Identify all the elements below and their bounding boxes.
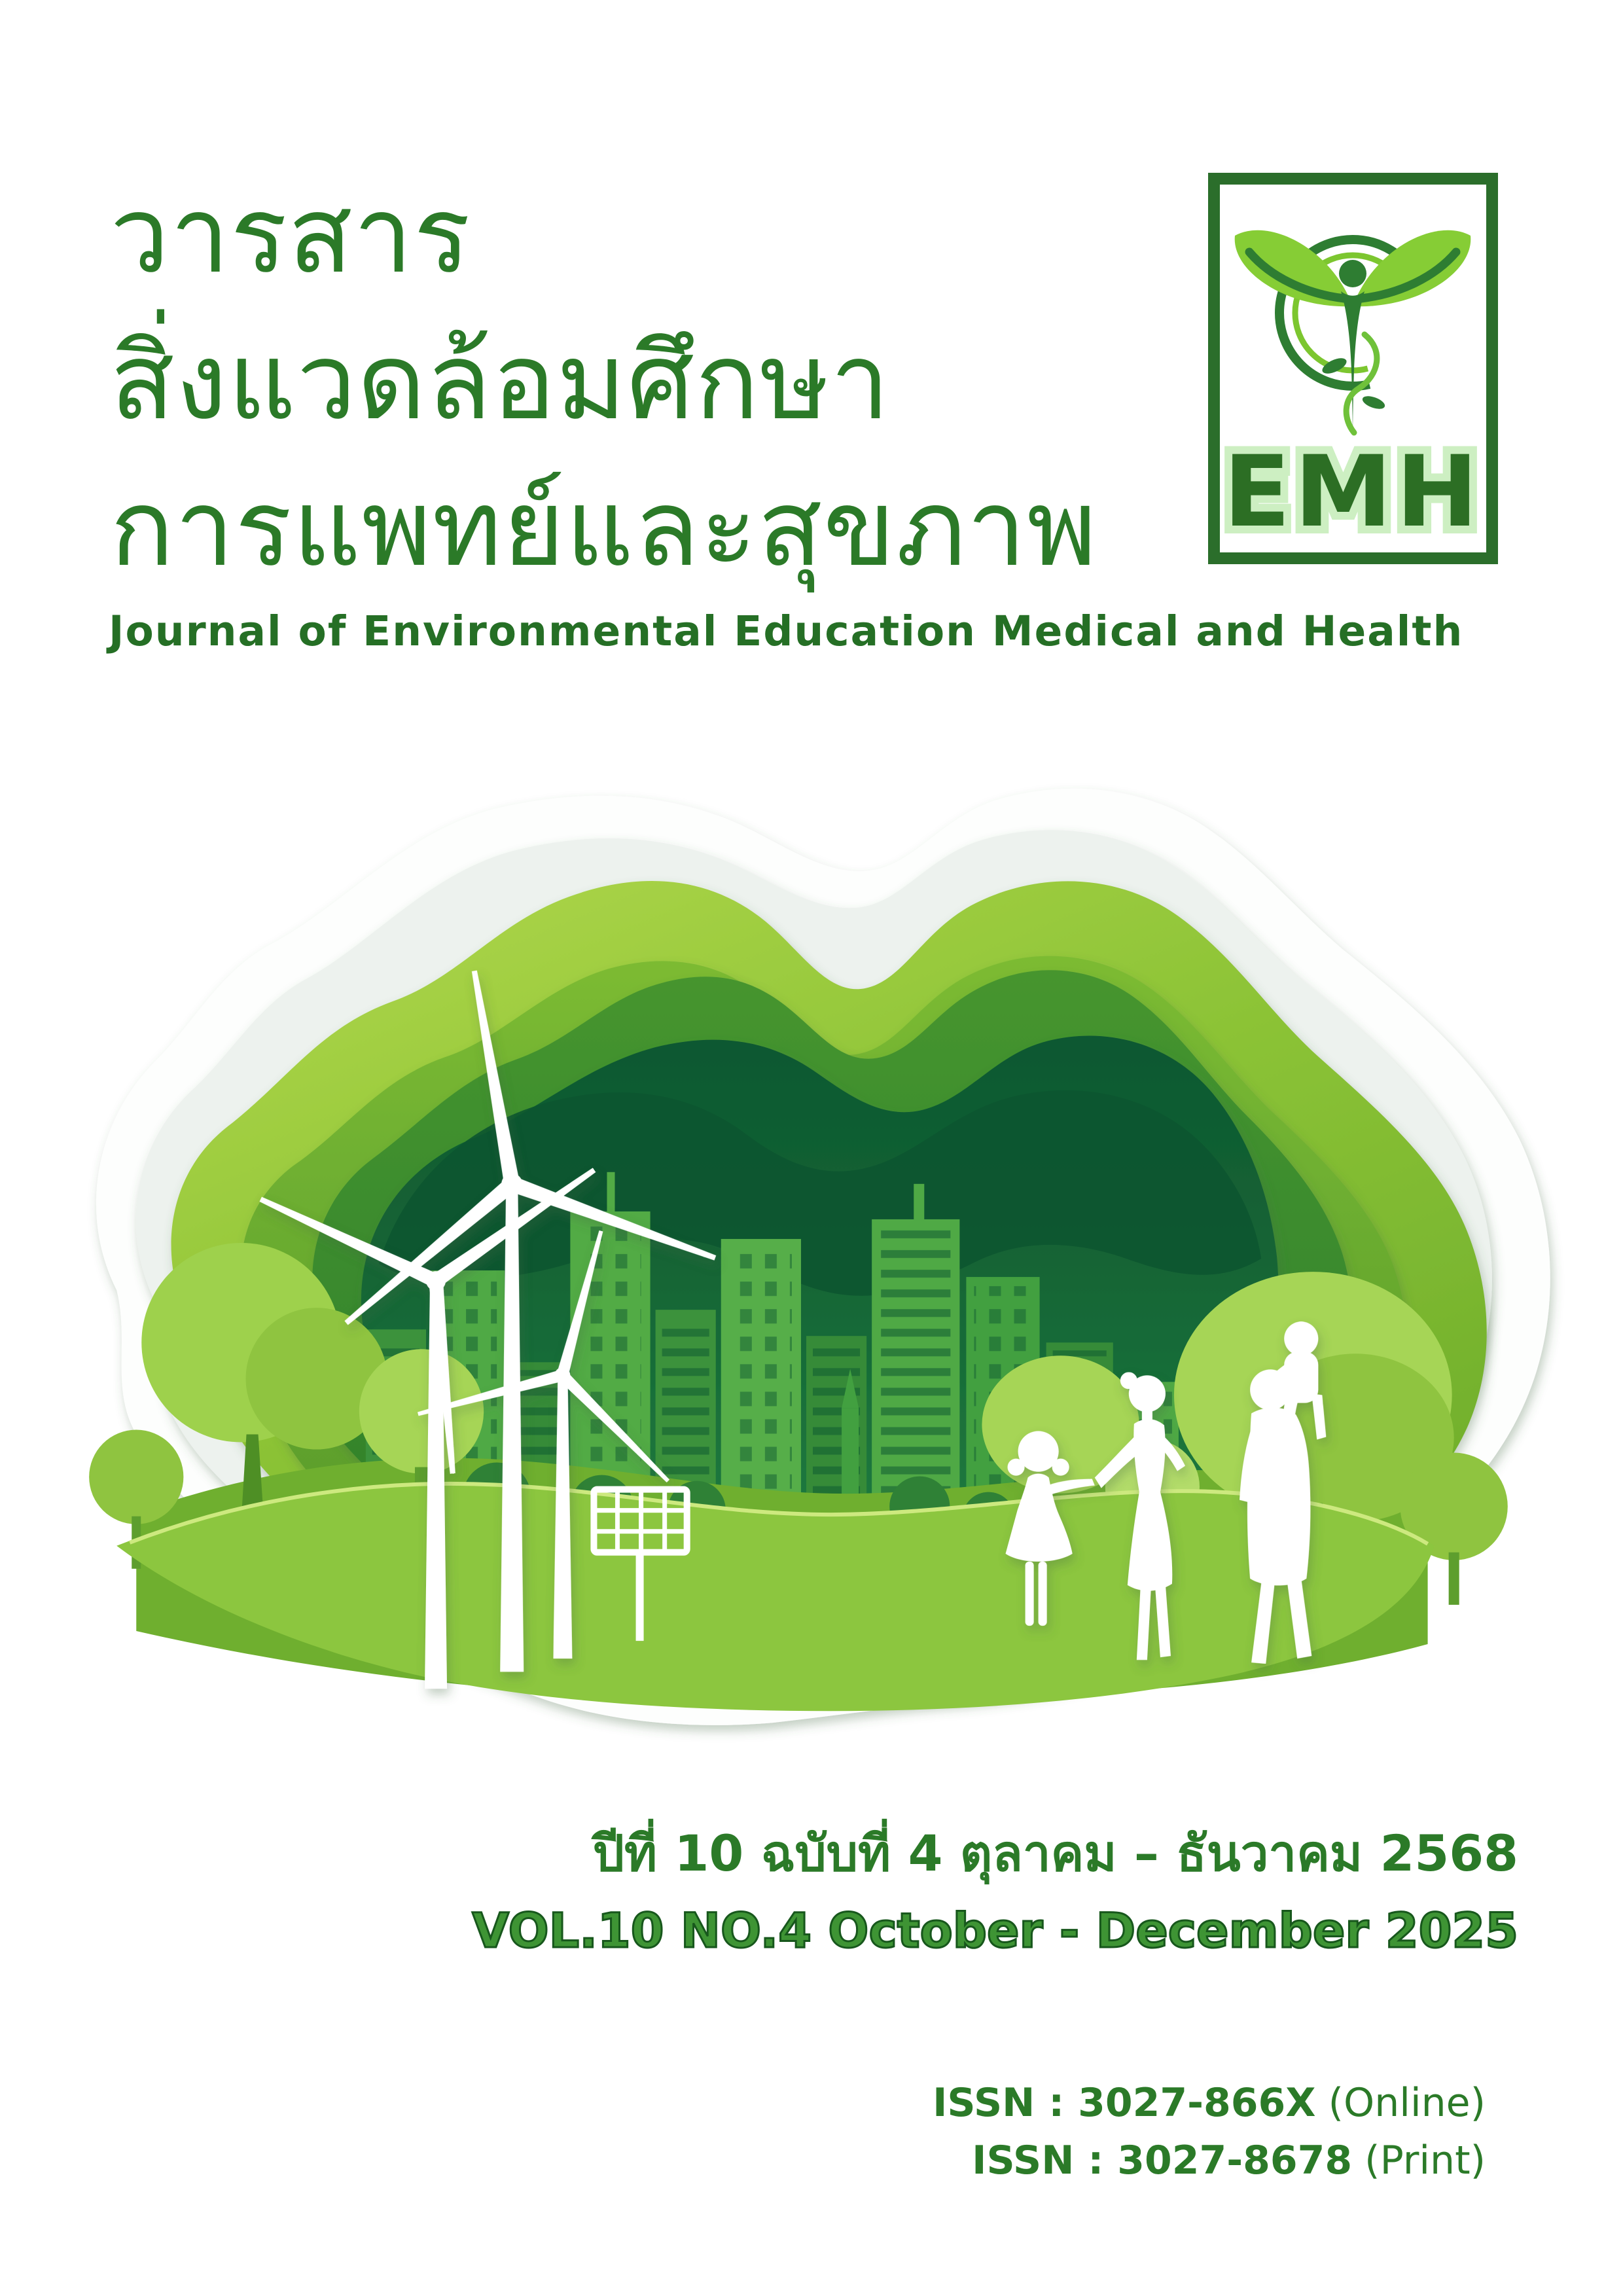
issn-info bbox=[933, 2080, 1486, 2183]
issn-online-line bbox=[933, 2080, 1486, 2126]
issn-online-number: ISSN : 3027-866X bbox=[933, 2080, 1316, 2126]
issn-print-number: ISSN : 3027-8678 bbox=[972, 2138, 1353, 2183]
title-thai-line-3: การแพทย์และสุขภาพ bbox=[110, 467, 1097, 590]
journal-title-english: Journal of Environmental Education Medical and Health bbox=[109, 607, 1464, 655]
issue-line-english: VOL.10 NO.4 October - December 2025 bbox=[472, 1903, 1518, 1959]
issue-info bbox=[472, 1814, 1518, 1959]
leaf-caduceus-person-icon bbox=[1207, 172, 1499, 565]
title-thai-line-2: สิ่งแวดล้อมศึกษา bbox=[110, 321, 891, 444]
issn-print-line bbox=[933, 2138, 1486, 2183]
issue-line-thai: ปีที่ 10 ฉบับที่ 4 ตุลาคม – ธันวาคม 2568 bbox=[592, 1824, 1518, 1882]
paper-cut-eco-illustration bbox=[38, 751, 1585, 1744]
journal-logo bbox=[1207, 172, 1499, 565]
logo-acronym: EMH bbox=[1223, 435, 1482, 549]
figure-head bbox=[1339, 260, 1366, 287]
title-thai-line-1: วารสาร bbox=[110, 174, 471, 297]
issn-print-suffix: (Print) bbox=[1352, 2138, 1486, 2183]
journal-title-thai bbox=[110, 162, 1190, 602]
issn-online-suffix: (Online) bbox=[1315, 2080, 1486, 2126]
